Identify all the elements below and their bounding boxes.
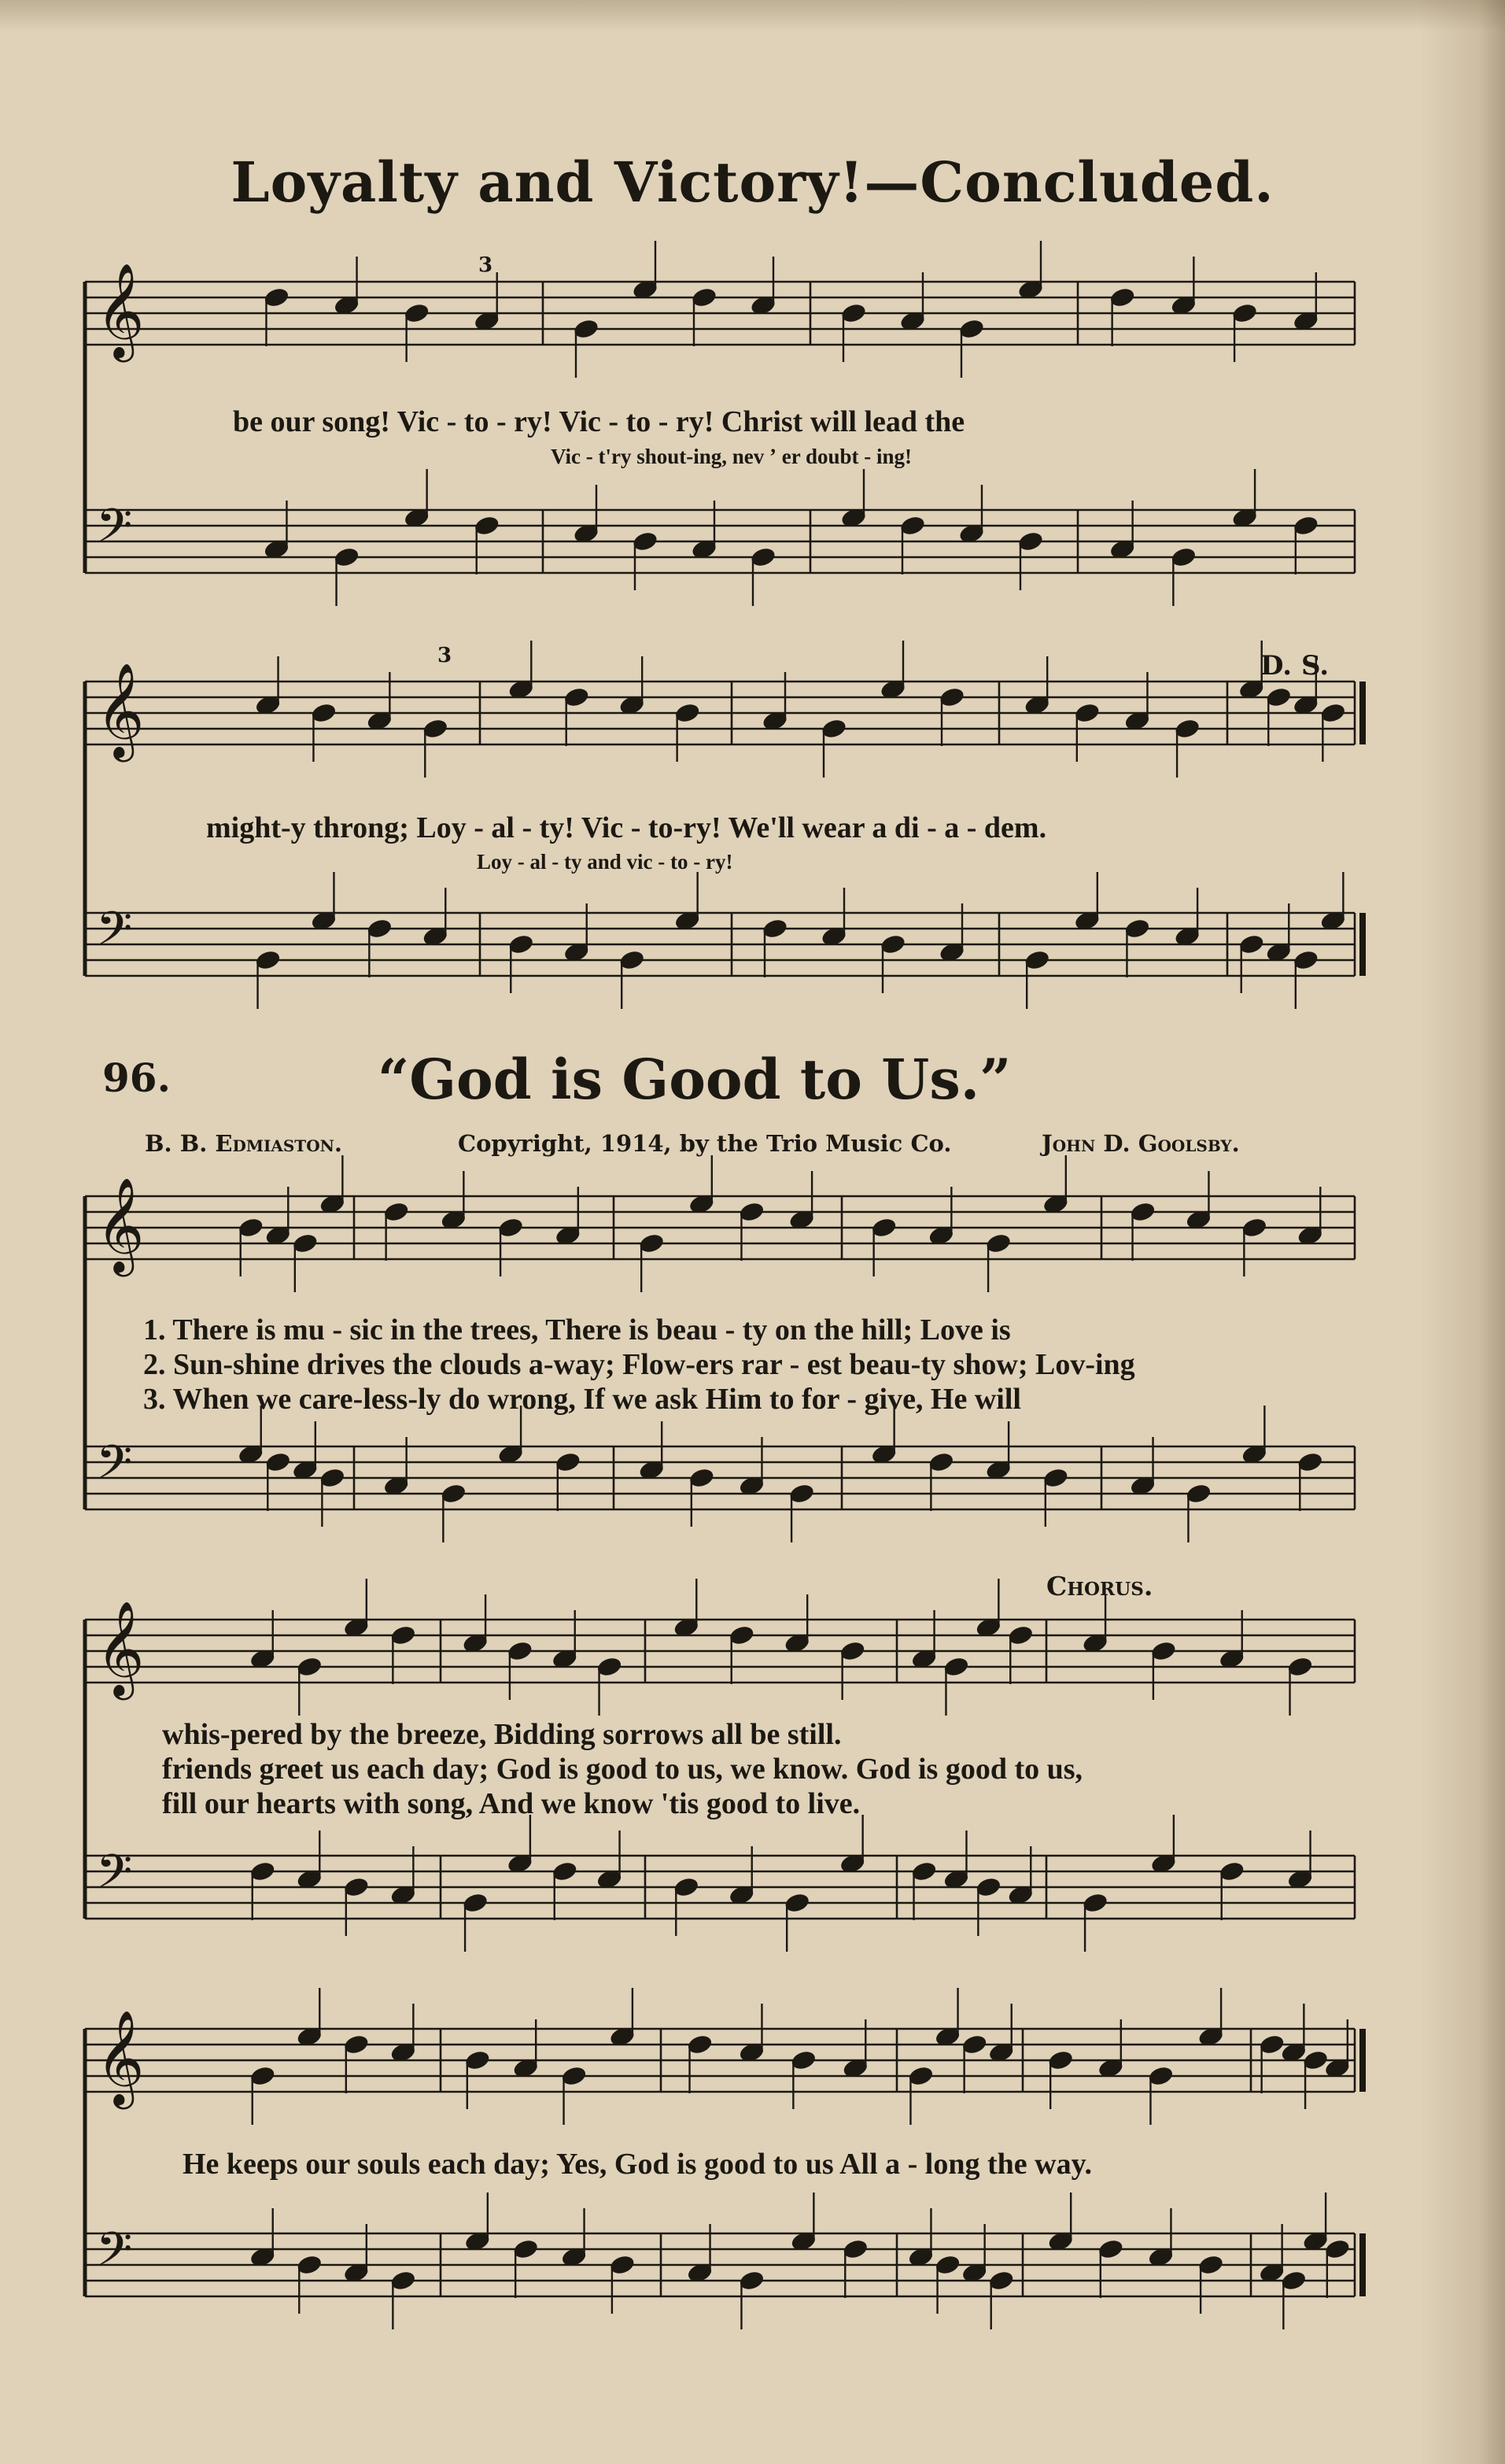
bass-clef: 𝄢: [96, 2222, 133, 2288]
page-title-concluded: Loyalty and Victory!—Concluded.: [231, 150, 1274, 215]
bass-clef: 𝄢: [96, 1844, 133, 1910]
verse-2-line-1: 2. Sun-shine drives the clouds a-way; Flow-ers rar - est beau-ty show; Lov-ing: [143, 1348, 1135, 1381]
hymn-title: “God is Good to Us.”: [378, 1047, 1012, 1112]
treble-clef: 𝄞: [96, 262, 145, 358]
triplet-mark: 3: [478, 253, 493, 277]
bass-clef: 𝄢: [96, 1435, 133, 1501]
lyric-loyalty-s2-alt: Loy - al - ty and vic - to - ry!: [477, 850, 733, 874]
treble-clef: 𝄞: [96, 1600, 145, 1696]
verse-1-line-1: 1. There is mu - sic in the trees, There is beau - ty on the hill; Love is: [143, 1313, 1011, 1347]
triplet-mark: 3: [437, 644, 452, 667]
lyric-loyalty-s1-alt: Vic - t'ry shout-ing, nev ʼ er doubt - ing!: [551, 445, 912, 468]
composer-credit: John D. Goolsby.: [1042, 1130, 1240, 1157]
verse-3-line-1: 3. When we care-less-ly do wrong, If we ask Him to for - give, He will: [143, 1383, 1021, 1416]
verse-2-line-2: friends greet us each day; God is good to us, we know. God is good to us,: [162, 1753, 1083, 1786]
verse-3-line-2: fill our hearts with song, And we know 'tis good to live.: [162, 1787, 861, 1820]
treble-clef: 𝄞: [96, 1177, 145, 1273]
lyric-loyalty-s2-main: might-y throng; Loy - al - ty! Vic - to-ry! We'll wear a di - a - dem.: [206, 811, 1047, 844]
chorus-lyric: He keeps our souls each day; Yes, God is good to us All a - long the way.: [183, 2148, 1092, 2181]
bass-clef: 𝄢: [96, 901, 133, 967]
bass-clef: 𝄢: [96, 498, 133, 564]
lyricist-credit: B. B. Edmiaston.: [145, 1130, 342, 1157]
ds-mark: D. S.: [1260, 650, 1330, 682]
hymn-number: 96.: [102, 1055, 171, 1101]
chorus-label: Chorus.: [1046, 1571, 1153, 1601]
lyric-loyalty-s1-main: be our song! Vic - to - ry! Vic - to - ry! Christ will lead the: [233, 405, 965, 438]
treble-clef: 𝄞: [96, 2009, 145, 2105]
treble-clef: 𝄞: [96, 662, 145, 758]
copyright-credit: Copyright, 1914, by the Trio Music Co.: [458, 1130, 952, 1157]
verse-1-line-2: whis-pered by the breeze, Bidding sorrows all be still.: [162, 1718, 842, 1751]
